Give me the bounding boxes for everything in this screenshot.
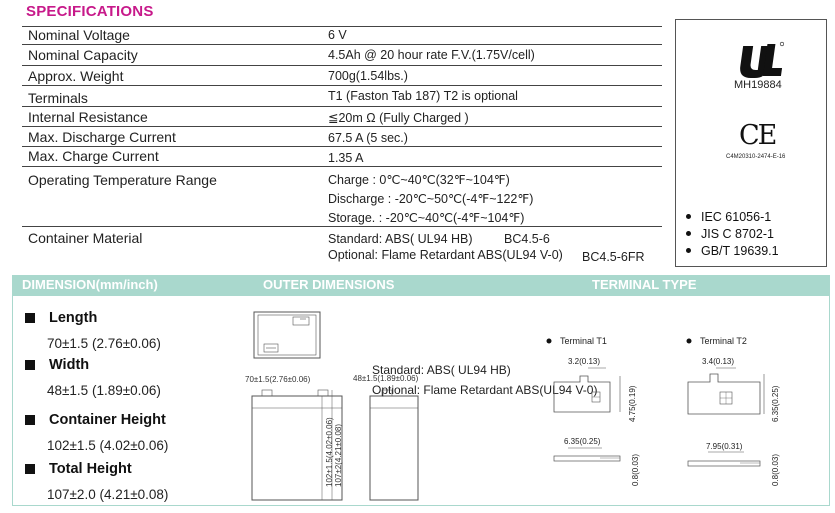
spec-label: Approx. Weight (28, 68, 124, 84)
spec-row-operating-temperature (22, 167, 662, 227)
terminal-t2-drawing (680, 330, 795, 490)
model-code-optional: BC4.5-6FR (582, 250, 645, 264)
terminal-t1-drawing (540, 330, 655, 490)
spec-row-approx-weight (22, 66, 662, 86)
spec-value: 67.5 A (5 sec.) (328, 131, 408, 145)
ce-mark-icon: CE (739, 120, 776, 151)
square-bullet-icon (25, 464, 35, 474)
spec-row-nominal-capacity (22, 45, 662, 66)
dimension-header: DIMENSION(mm/inch) (22, 277, 158, 292)
spec-value: T1 (Faston Tab 187) T2 is optional (328, 89, 518, 103)
dimension-width: Width 48±1.5 (1.89±0.06) (25, 357, 89, 373)
spec-value: 700g(1.54lbs.) (328, 69, 408, 83)
bullet-icon (547, 339, 552, 344)
terminal-t1-label: Terminal T1 (560, 336, 607, 346)
bullet-icon (686, 248, 691, 253)
t1-thickness-label: 0.8(0.03) (631, 453, 640, 486)
t2-thickness-label: 0.8(0.03) (771, 453, 780, 486)
standard-item: GB/T 19639.1 (686, 242, 779, 259)
spec-row-container-material (22, 227, 662, 267)
dimension-value: 107±2.0 (4.21±0.08) (47, 487, 169, 502)
model-code-standard: BC4.5-6 (504, 232, 550, 246)
dimension-value: 70±1.5 (2.76±0.06) (47, 336, 161, 351)
spec-value: 1.35 A (328, 151, 364, 165)
t2-length-label: 7.95(0.31) (706, 442, 743, 451)
square-bullet-icon (25, 360, 35, 370)
length-dimension-label: 70±1.5(2.76±0.06) (245, 375, 311, 384)
spec-row-internal-resistance (22, 107, 662, 127)
t1-height-label: 4.75(0.19) (628, 385, 637, 422)
outer-dimensions-header: OUTER DIMENSIONS (263, 277, 395, 292)
spec-value: 6 V (328, 28, 347, 42)
t2-width-label: 3.4(0.13) (702, 357, 735, 366)
dimension-value: 102±1.5 (4.02±0.06) (47, 438, 169, 453)
specifications-title: SPECIFICATIONS (26, 3, 154, 20)
square-bullet-icon (25, 313, 35, 323)
standard-item: JIS C 8702-1 (686, 225, 779, 242)
terminal-t2-label: Terminal T2 (700, 336, 747, 346)
width-dimension-label: 48±1.5(1.89±0.06) (353, 374, 419, 383)
spec-value-standard: Standard: ABS( UL94 HB) (328, 232, 473, 246)
bullet-icon (686, 231, 691, 236)
spec-label: Max. Charge Current (28, 148, 159, 164)
spec-row-nominal-voltage (22, 26, 662, 45)
spec-label: Nominal Voltage (28, 27, 130, 43)
spec-value-storage: Storage. : -20℃~40℃(-4℉~104℉) (328, 211, 525, 225)
standard-item: IEC 61056-1 (686, 208, 779, 225)
ce-certificate-number: C4M20310-2474-E-16 (726, 154, 786, 160)
dimension-length: Length 70±1.5 (2.76±0.06) (25, 310, 97, 326)
spec-value-discharge: Discharge : -20℃~50℃(-4℉~122℉) (328, 192, 534, 206)
ul-recognized-icon (736, 40, 784, 80)
spec-label: Terminals (28, 90, 88, 106)
spec-label: Nominal Capacity (28, 47, 138, 63)
ul-file-number: MH19884 (734, 79, 782, 91)
spec-value-charge: Charge : 0℃~40℃(32℉~104℉) (328, 173, 510, 187)
terminal-type-header: TERMINAL TYPE (592, 277, 697, 292)
square-bullet-icon (25, 415, 35, 425)
spec-row-max-charge (22, 147, 662, 167)
spec-label: Internal Resistance (28, 109, 148, 125)
t2-height-label: 6.35(0.25) (771, 385, 780, 422)
spec-value: 4.5Ah @ 20 hour rate F.V.(1.75V/cell) (328, 48, 535, 62)
overlay-standard-material: Standard: ABS( UL94 HB) (372, 363, 511, 377)
t1-length-label: 6.35(0.25) (564, 437, 601, 446)
standards-list (686, 208, 779, 259)
container-height-dimension-label: 102±1.5(4.02±0.06) (325, 417, 334, 487)
spec-value-optional: Optional: Flame Retardant ABS(UL94 V-0) (328, 248, 563, 262)
t1-width-label: 3.2(0.13) (568, 357, 601, 366)
spec-row-terminals (22, 86, 662, 107)
dimension-header-band (12, 275, 830, 296)
spec-label: Operating Temperature Range (28, 172, 217, 188)
overlay-optional-material: Optional: Flame Retardant ABS(UL94 V-0) (372, 383, 598, 397)
dimension-value: 48±1.5 (1.89±0.06) (47, 383, 161, 398)
spec-label: Max. Discharge Current (28, 129, 176, 145)
spec-value: ≦20m Ω (Fully Charged ) (328, 111, 469, 125)
battery-top-view (254, 312, 320, 358)
total-height-dimension-label: 107±2(4.21±0.08) (334, 423, 343, 487)
dimension-total-height: Total Height 107±2.0 (4.21±0.08) (25, 461, 132, 477)
battery-side-view (370, 390, 418, 500)
spec-row-max-discharge (22, 127, 662, 147)
dimension-container-height: Container Height 102±1.5 (4.02±0.06) (25, 412, 166, 428)
bullet-icon (687, 339, 692, 344)
bullet-icon (686, 214, 691, 219)
spec-label: Container Material (28, 230, 143, 246)
